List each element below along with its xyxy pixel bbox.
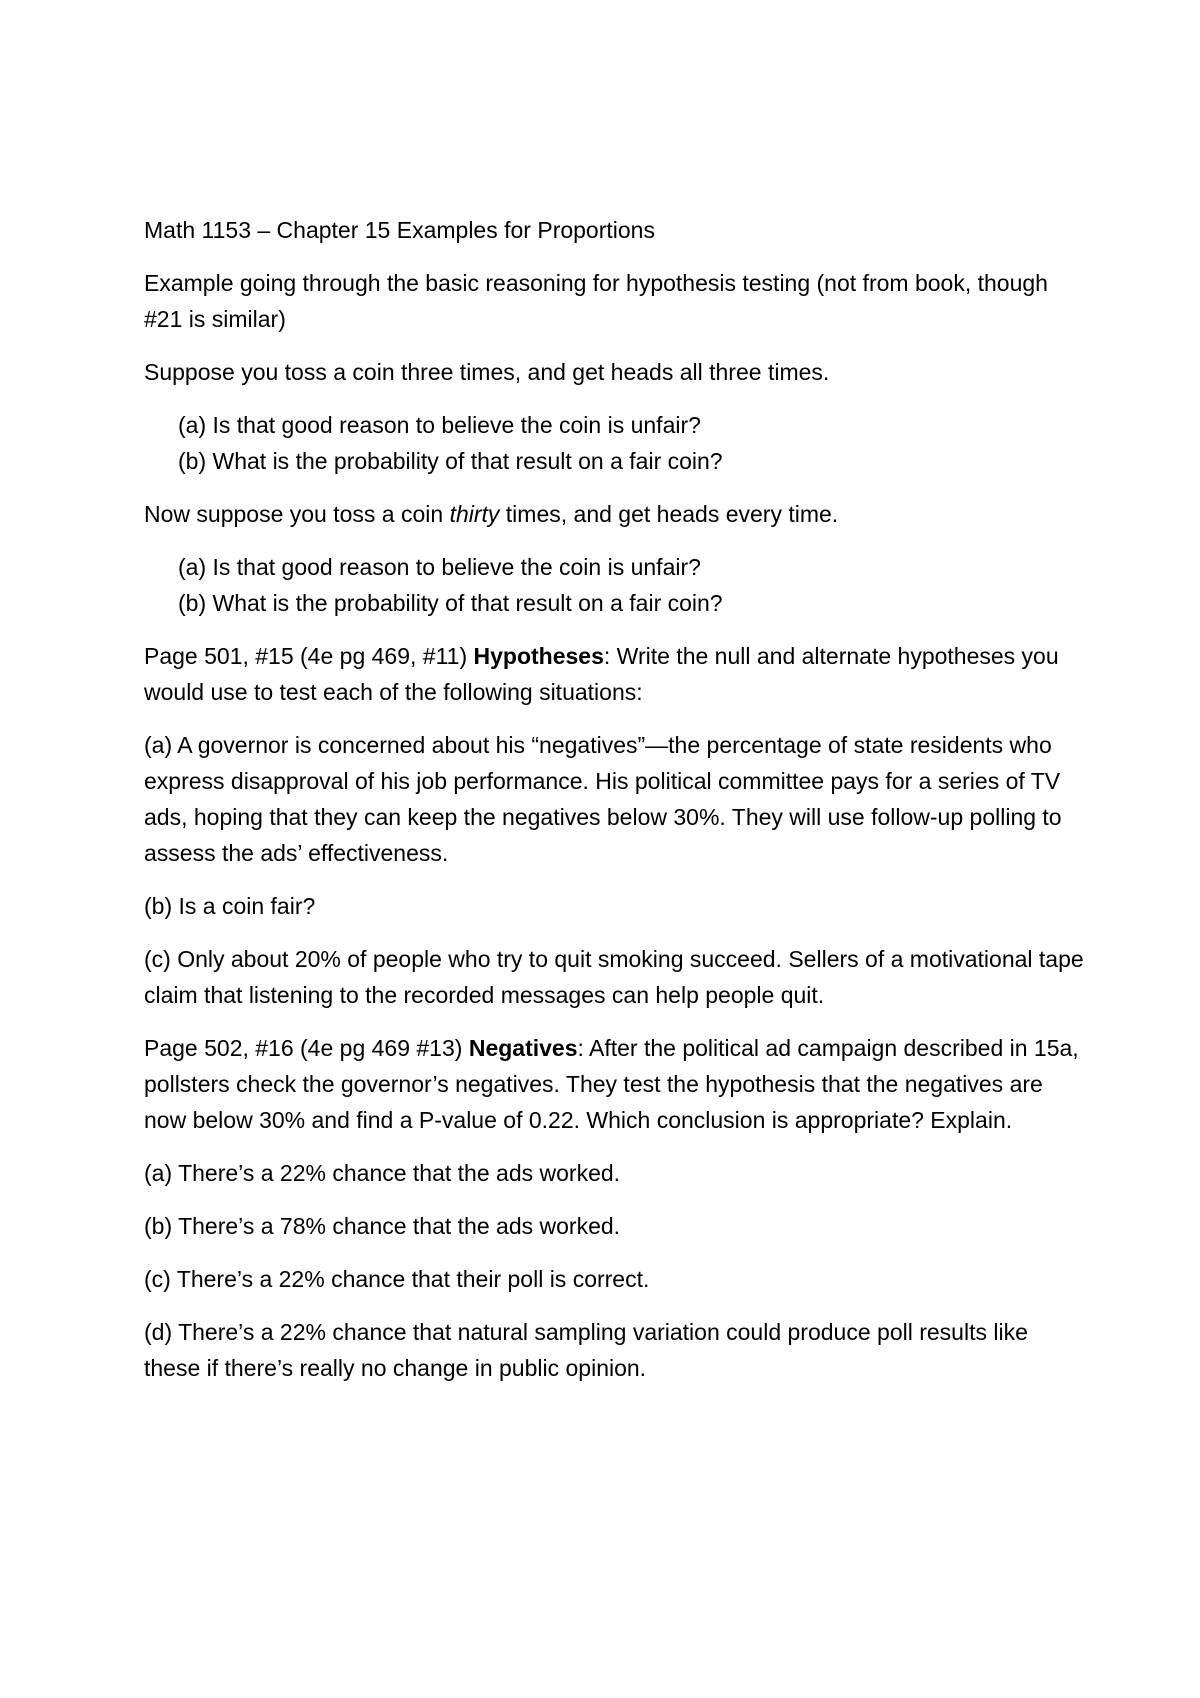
document-title: Math 1153 – Chapter 15 Examples for Proportions	[144, 217, 655, 243]
coin-three-question-b: (b) What is the probability of that result on a fair coin?	[178, 448, 723, 474]
problem-15-ref: Page 501, #15 (4e pg 469, #11)	[144, 643, 474, 669]
document-page	[144, 212, 1084, 1403]
problem-15-heading: Hypotheses	[473, 643, 604, 669]
problem-16-option-c: (c) There’s a 22% chance that their poll is correct.	[144, 1266, 650, 1292]
problem-16-option-d: (d) There’s a 22% chance that natural sampling variation could produce poll results like these if there’s really no change in public opinion.	[144, 1319, 1028, 1381]
coin-thirty-question-b: (b) What is the probability of that result on a fair coin?	[178, 590, 723, 616]
problem-16-text: : After the political ad campaign described in 15a, pollsters check the governor’s negatives. They test the hypothesis that the negatives are now below 30% and find a P-value of 0.22. Which conclusion is appropriate? Explain.	[144, 1035, 1079, 1133]
coin-thirty-text-before: Now suppose you toss a coin	[144, 501, 450, 527]
coin-thirty-questions	[144, 549, 1084, 621]
problem-15-prompt	[144, 638, 1084, 710]
problem-15-part-b: (b) Is a coin fair?	[144, 893, 316, 919]
coin-three-paragraph: Suppose you toss a coin three times, and get heads all three times.	[144, 359, 830, 385]
coin-thirty-emphasis: thirty	[449, 501, 500, 527]
intro-paragraph: Example going through the basic reasoning for hypothesis testing (not from book, though #21 is similar)	[144, 270, 1048, 332]
problem-15-part-a: (a) A governor is concerned about his “negatives”—the percentage of state residents who express disapproval of his job performance. His political committee pays for a series of TV ads, hoping that they can keep the negatives below 30%. They will use follow-up polling to assess the ads’ effectiveness.	[144, 732, 1062, 866]
problem-16-heading: Negatives	[468, 1035, 578, 1061]
coin-thirty-paragraph	[144, 496, 1084, 532]
coin-thirty-question-a: (a) Is that good reason to believe the coin is unfair?	[178, 554, 701, 580]
problem-15-part-c: (c) Only about 20% of people who try to quit smoking succeed. Sellers of a motivational tape claim that listening to the recorded messages can help people quit.	[144, 946, 1084, 1008]
problem-16-prompt	[144, 1030, 1084, 1138]
coin-three-questions	[144, 407, 1084, 479]
problem-16-ref: Page 502, #16 (4e pg 469 #13)	[144, 1035, 469, 1061]
problem-15-text: : Write the null and alternate hypotheses you would use to test each of the following situations:	[144, 643, 1059, 705]
coin-thirty-text-after: times, and get heads every time.	[499, 501, 839, 527]
problem-16-option-a: (a) There’s a 22% chance that the ads worked.	[144, 1160, 621, 1186]
coin-three-question-a: (a) Is that good reason to believe the coin is unfair?	[178, 412, 701, 438]
problem-16-option-b: (b) There’s a 78% chance that the ads worked.	[144, 1213, 621, 1239]
